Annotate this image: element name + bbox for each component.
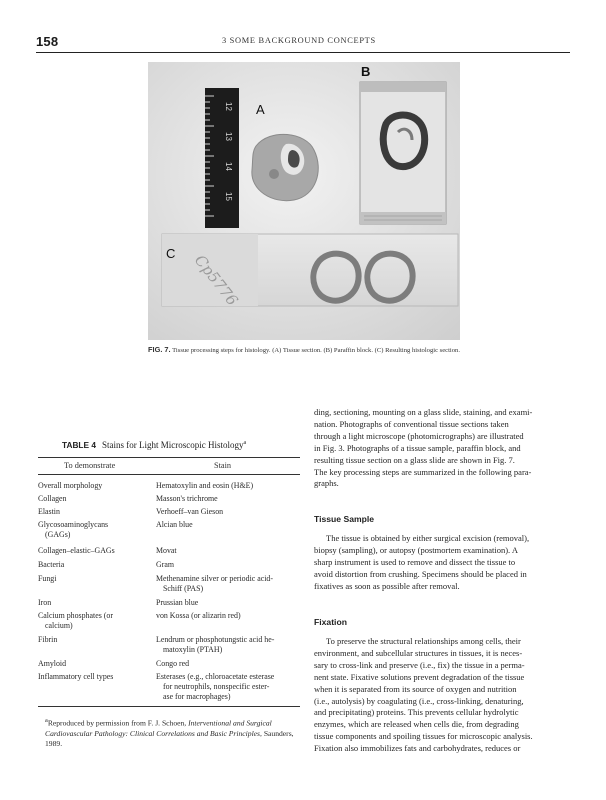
table-title-footnote-mark: a	[243, 440, 247, 446]
figure-caption	[148, 345, 498, 355]
table-bottom-rule	[38, 706, 300, 707]
text-line: in Fig. 3. Photographs of a tissue sample, paraffin block, and	[314, 442, 521, 453]
paraffin-block-b	[360, 82, 446, 224]
tissue-sample-paragraph	[314, 533, 571, 593]
table-cell-line: Methenamine silver or periodic acid-	[156, 574, 273, 583]
text-line: sary to cross-link and preserve (i.e., fix) the tissue in a perma-	[314, 659, 525, 670]
table-cell-stain: Hematoxylin and eosin (H&E)	[156, 481, 254, 490]
footnote-text-c: Saunders, 1989.	[45, 728, 294, 749]
table-cell-stain: Movat	[156, 546, 177, 555]
intro-paragraph	[314, 407, 571, 490]
table-cell-line: (GAGs)	[45, 530, 71, 540]
text-line: (i.e., autolysis) by coagulating (i.e., cross-linking, denaturing,	[314, 695, 524, 706]
ruler-tick-13: 13	[224, 132, 233, 141]
figure-photo-svg	[148, 62, 460, 340]
text-line: avoid distortion from crushing. Specimens should be placed in	[314, 568, 527, 579]
tissue-section-a	[252, 134, 318, 200]
text-line: nent state. Fixative solutions prevent degradation of the tissue	[314, 671, 525, 682]
text-line: environment, and subcellular structures in tissues, it is neces-	[314, 647, 523, 658]
fixation-paragraph	[314, 636, 571, 755]
text-line: enzymes, which are released when cells die, from degrading	[314, 719, 519, 730]
text-line: fixatives as soon as possible after removal.	[314, 580, 460, 591]
figure-caption-text: Tissue processing steps for histology. (A) Tissue section. (B) Paraffin block. (C) Resulting histologic section.	[172, 347, 460, 354]
table-cell-stain	[156, 574, 300, 594]
table-cell-line: Lendrum or phosphotungstic acid he-	[156, 635, 275, 644]
table-cell-stain: Gram	[156, 560, 174, 569]
figure-photo	[148, 62, 460, 340]
table-cell-demo: Amyloid	[38, 659, 67, 668]
table-cell-demo: Fibrin	[38, 635, 58, 644]
section-heading-fixation: Fixation	[314, 617, 347, 627]
table-title	[62, 440, 246, 450]
text-line: tissue components and spoiling tissues for microscopic analysis.	[314, 731, 533, 742]
table-cell-stain: Prussian blue	[156, 598, 199, 607]
text-line: The tissue is obtained by either surgical excision (removal),	[326, 533, 530, 543]
table-label: TABLE 4	[62, 440, 96, 450]
text-line: sharp instrument is used to remove and dissect the tissue to	[314, 556, 516, 567]
footnote-book-title: Interventional and Surgical Cardiovascular Pathology: Clinical Correlations and Basic Principles,	[45, 718, 272, 738]
table-cell-demo: Collagen–elastic–GAGs	[38, 546, 115, 555]
table-cell-demo: Elastin	[38, 507, 60, 516]
table-cell-stain: von Kossa (or alizarin red)	[156, 611, 241, 620]
table-cell-stain: Verhoeff–van Gieson	[156, 507, 224, 516]
page-number: 158	[36, 34, 59, 49]
table-cell-line: calcium)	[45, 621, 73, 631]
text-line: resulting tissue section on a glass slide are shown in Fig. 7.	[314, 454, 515, 465]
table-top-rule	[38, 457, 300, 458]
running-head: 3 SOME BACKGROUND CONCEPTS	[222, 36, 376, 45]
table-cell-demo	[38, 611, 150, 631]
table-title-text: Stains for Light Microscopic Histology	[101, 440, 244, 450]
table-cell-demo: Inflammatory cell types	[38, 672, 114, 681]
section-heading-tissue-sample: Tissue Sample	[314, 514, 375, 524]
text-line: ding, sectioning, mounting on a glass slide, staining, and exami-	[314, 407, 533, 417]
table-cell-demo: Fungi	[38, 574, 57, 583]
table-cell-line: Glycosoaminoglycans	[38, 520, 109, 529]
ruler	[205, 88, 239, 228]
table-cell-line: matoxylin (PTAH)	[163, 645, 223, 655]
slide-handwriting: Cp5776	[190, 251, 242, 310]
footnote-mark: a	[45, 717, 48, 724]
ruler-tick-15: 15	[224, 192, 233, 201]
col-head-stain: Stain	[214, 461, 232, 470]
text-line: nation. Photographs of conventional tissue sections taken	[314, 418, 509, 429]
glass-slide-c	[162, 234, 458, 310]
table-cell-demo	[38, 520, 150, 540]
table-cell-line: Esterases (e.g., chloroacetate esterase	[156, 672, 275, 681]
table-cell-stain	[156, 672, 300, 703]
col-head-demonstrate: To demonstrate	[64, 461, 116, 470]
header-rule	[36, 52, 570, 53]
text-line: and precipitating) proteins. This prevents cellular hydrolytic	[314, 707, 519, 718]
table-cell-line: Calcium phosphates (or	[38, 611, 113, 620]
panel-label-c: C	[166, 246, 176, 261]
ruler-tick-12: 12	[224, 102, 233, 111]
ruler-tick-14: 14	[224, 162, 233, 171]
table-cell-line: for neutrophils, nonspecific ester-	[163, 682, 270, 692]
table-cell-demo: Collagen	[38, 494, 67, 503]
table-cell-stain: Alcian blue	[156, 520, 193, 529]
footnote-text-a: Reproduced by permission from F. J. Schoen,	[47, 718, 187, 728]
table-cell-demo: Overall morphology	[38, 481, 103, 490]
table-cell-demo: Iron	[38, 598, 52, 607]
text-line: through a light microscope (photomicrographs) are illustrated	[314, 430, 524, 441]
text-line: graphs.	[314, 478, 339, 489]
table-cell-stain: Congo red	[156, 659, 190, 668]
text-line: The key processing steps are summarized in the following para-	[314, 466, 532, 477]
table-cell-line: ase for macrophages)	[163, 692, 231, 702]
table-cell-stain: Masson's trichrome	[156, 494, 218, 503]
panel-label-b: B	[361, 64, 371, 79]
text-line: To preserve the structural relationships among cells, their	[326, 636, 521, 646]
table-head-rule	[38, 474, 300, 475]
figure-caption-label: FIG. 7.	[148, 345, 171, 354]
table-cell-line: Schiff (PAS)	[163, 584, 204, 594]
text-line: biopsy (sampling), or autopsy (postmortem examination). A	[314, 544, 518, 555]
panel-label-a: A	[256, 102, 265, 117]
table-cell-stain	[156, 635, 300, 655]
text-line: Fixation also immobilizes fats and carbohydrates, reduces or	[314, 743, 521, 754]
table-footnote	[45, 716, 299, 749]
text-line: when it is separated from its source of oxygen and nutrition	[314, 683, 517, 694]
table-cell-demo: Bacteria	[38, 560, 65, 569]
